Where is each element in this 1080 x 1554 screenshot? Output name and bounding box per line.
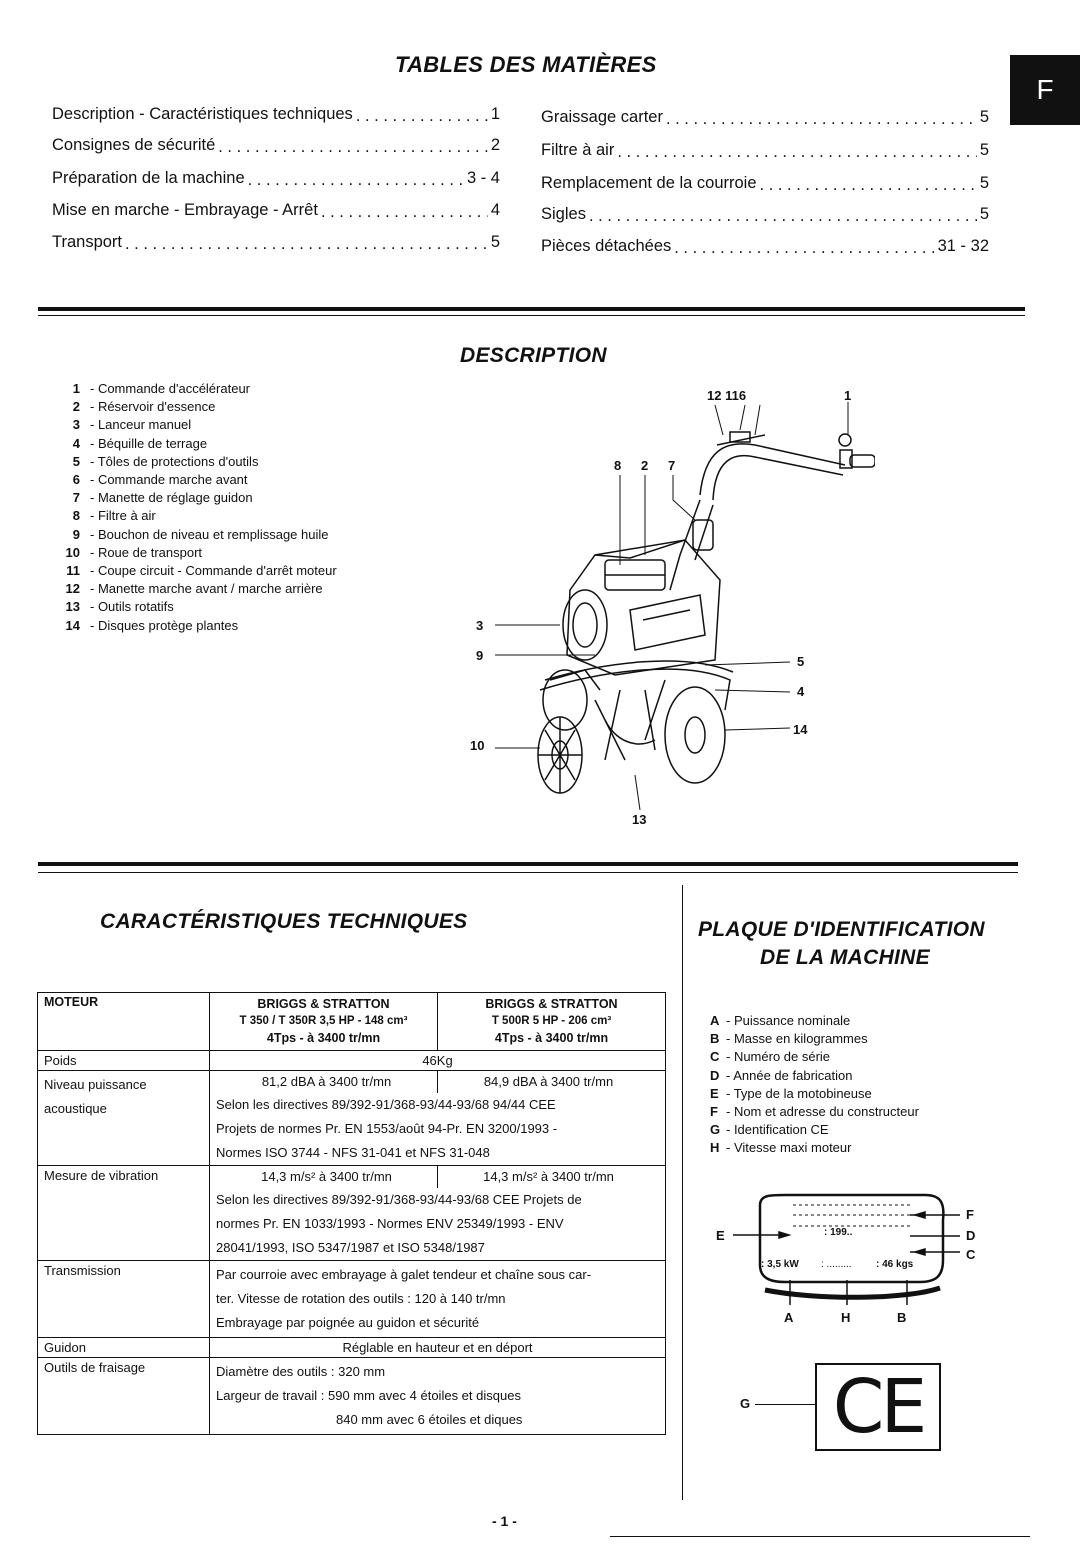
table-cell: 14,3 m/s² à 3400 tr/mn 14,3 m/s² à 3400 tr/mn Selon les directives 89/392-91/368-93/44-93/68 CEE Projets de normes Pr. EN 1033/1993 - Normes ENV 25349/1993 - ENV 28041/1993, ISO 5347/1987 et ISO 5348/1987 xyxy=(210,1166,666,1261)
section-divider-thin xyxy=(38,872,1018,873)
toc-entry-label: Consignes de sécurité xyxy=(52,136,216,154)
ce-mark-icon: CE xyxy=(815,1363,941,1451)
list-item: 14 - Disques protège plantes xyxy=(65,617,239,633)
plate-label-c: C xyxy=(966,1247,976,1262)
list-item: F - Nom et adresse du constructeur xyxy=(710,1104,919,1120)
list-item: 12 - Manette marche avant / marche arrière xyxy=(65,581,323,597)
toc-entry-page: 5 xyxy=(979,205,989,223)
table-cell: Niveau puissance acoustique xyxy=(38,1071,210,1166)
plaque-title-2: DE LA MACHINE xyxy=(760,946,930,969)
toc-entry-label: Transport xyxy=(52,233,122,251)
section-divider xyxy=(38,307,1025,311)
figure-label: 10 xyxy=(470,738,485,753)
list-item: 11 - Coupe circuit - Commande d'arrêt moteur xyxy=(66,563,337,579)
toc-entry[interactable] xyxy=(541,202,989,224)
plate-label-d: D xyxy=(966,1228,976,1243)
list-item: B - Masse en kilogrammes xyxy=(710,1031,868,1047)
figure-label: 1 xyxy=(844,388,852,403)
plaque-title: PLAQUE D'IDENTIFICATION xyxy=(698,918,985,941)
toc-entry-page: 5 xyxy=(490,233,500,251)
toc-entry-page: 5 xyxy=(979,141,989,159)
footer-rule xyxy=(610,1536,1030,1537)
plate-label-h: H xyxy=(841,1310,851,1325)
table-cell: BRIGGS & STRATTON T 350 / T 350R 3,5 HP - 148 cm³ 4Tps - à 3400 tr/mn BRIGGS & STRATTON T 500R 5 HP - 206 cm³ 4Tps - à 3400 tr/mn xyxy=(210,993,666,1051)
identification-plate-diagram xyxy=(715,1190,995,1330)
table-cell: Réglable en hauteur et en déport xyxy=(210,1338,666,1358)
toc-entry[interactable] xyxy=(52,133,500,155)
table-cell: Par courroie avec embrayage à galet tendeur et chaîne sous car- ter. Vitesse de rotation des outils : 120 à 140 tr/mn Embrayage par poignée au guidon et sécurité xyxy=(210,1261,666,1338)
toc-entry-label: Description - Caractéristiques techniques xyxy=(52,105,353,123)
language-tab: F xyxy=(1010,55,1080,125)
toc-entry-label: Graissage carter xyxy=(541,108,663,126)
table-cell: MOTEUR xyxy=(38,993,210,1051)
list-item: 10 - Roue de transport xyxy=(65,544,203,560)
list-item: H - Vitesse maxi moteur xyxy=(710,1140,852,1156)
section-divider xyxy=(38,862,1018,866)
tiller-illustration xyxy=(455,380,875,820)
table-row xyxy=(38,993,666,1051)
table-cell: 81,2 dBA à 3400 tr/mn 84,9 dBA à 3400 tr/mn Selon les directives 89/392-91/368-93/44-93/68 94/44 CEE Projets de normes Pr. EN 1553/août 94-Pr. EN 3200/1993 - Normes ISO 3744 - NFS 31-041 et NFS 31-048 xyxy=(210,1071,666,1166)
figure-label: 3 xyxy=(476,618,484,633)
plate-label-b: B xyxy=(897,1310,907,1325)
toc-entry[interactable] xyxy=(541,171,989,193)
list-item: 8 - Filtre à air xyxy=(72,508,156,524)
table-cell: Poids xyxy=(38,1051,210,1071)
figure-label: 14 xyxy=(793,722,808,737)
list-item: 9 - Bouchon de niveau et remplissage huile xyxy=(72,526,329,542)
list-item: 7 - Manette de réglage guidon xyxy=(72,490,253,506)
list-item: 3 - Lanceur manuel xyxy=(72,417,192,433)
toc-entry[interactable] xyxy=(52,230,500,252)
table-row xyxy=(38,1261,666,1338)
toc-entry-label: Préparation de la machine xyxy=(52,169,245,187)
toc-entry[interactable] xyxy=(52,166,500,188)
figure-label: 8 xyxy=(614,458,622,473)
toc-entry[interactable] xyxy=(541,138,989,160)
toc-entry-page: 5 xyxy=(979,174,989,192)
plate-year: : 199.. xyxy=(824,1227,853,1238)
list-item: A - Puissance nominale xyxy=(710,1013,851,1028)
table-row xyxy=(38,1358,666,1435)
toc-entry-page: 1 xyxy=(490,105,500,123)
table-row xyxy=(38,1051,666,1071)
toc-title: TABLES DES MATIÈRES xyxy=(395,52,657,77)
plate-label-e: E xyxy=(716,1228,725,1243)
table-cell: Diamètre des outils : 320 mm Largeur de travail : 590 mm avec 4 étoiles et disques 840 mm avec 6 étoiles et diques xyxy=(210,1358,666,1435)
page-number: - 1 - xyxy=(492,1513,517,1529)
figure-label: 2 xyxy=(641,458,649,473)
toc-entry-label: Mise en marche - Embrayage - Arrêt xyxy=(52,201,318,219)
plate-speed: : ......... xyxy=(821,1259,852,1270)
table-cell: Transmission xyxy=(38,1261,210,1338)
list-item: D - Année de fabrication xyxy=(710,1067,853,1083)
ce-label-g: G xyxy=(740,1396,751,1411)
figure-label: 13 xyxy=(632,812,647,827)
toc-entry-label: Sigles xyxy=(541,205,586,223)
toc-entry[interactable] xyxy=(52,102,500,124)
toc-entry-label: Pièces détachées xyxy=(541,237,672,255)
list-item: 6 - Commande marche avant xyxy=(72,472,248,488)
table-row xyxy=(38,1338,666,1358)
figure-label: 4 xyxy=(797,684,805,699)
figure-label: 12 116 xyxy=(707,388,747,403)
toc-entry-label: Filtre à air xyxy=(541,141,615,159)
toc-entry-page: 31 - 32 xyxy=(937,237,989,255)
plate-power: : 3,5 kW xyxy=(761,1259,799,1270)
table-cell: Guidon xyxy=(38,1338,210,1358)
list-item: E - Type de la motobineuse xyxy=(710,1085,872,1101)
parts-list xyxy=(52,380,337,635)
list-item: G - Identification CE xyxy=(710,1122,829,1138)
figure-label: 9 xyxy=(476,648,484,663)
specs-title: CARACTÉRISTIQUES TECHNIQUES xyxy=(100,910,468,933)
toc-entry-label: Remplacement de la courroie xyxy=(541,174,757,192)
toc-entry-page: 5 xyxy=(979,108,989,126)
figure-label: 7 xyxy=(668,458,676,473)
toc-entry-page: 2 xyxy=(490,136,500,154)
list-item: 1 - Commande d'accélérateur xyxy=(72,381,250,396)
toc-entry[interactable] xyxy=(541,105,989,127)
figure-label: 5 xyxy=(797,654,805,669)
list-item: 4 - Béquille de terrage xyxy=(72,435,208,451)
plate-mass: : 46 kgs xyxy=(876,1259,914,1270)
plate-label-f: F xyxy=(966,1207,974,1222)
list-item: 2 - Réservoir d'essence xyxy=(72,399,216,415)
toc-entry[interactable] xyxy=(541,234,989,256)
plaque-legend xyxy=(710,1012,919,1158)
list-item: C - Numéro de série xyxy=(710,1049,831,1065)
table-row xyxy=(38,1071,666,1166)
table-cell: Mesure de vibration xyxy=(38,1166,210,1261)
section-divider-thin xyxy=(38,315,1025,316)
toc-entry-page: 3 - 4 xyxy=(466,169,500,187)
description-title: DESCRIPTION xyxy=(460,344,607,367)
list-item: 5 - Tôles de protections d'outils xyxy=(72,453,259,469)
table-cell: Outils de fraisage xyxy=(38,1358,210,1435)
table-cell: 46Kg xyxy=(210,1051,666,1071)
toc-entry-page: 4 xyxy=(490,201,500,219)
toc-entry[interactable] xyxy=(52,198,500,220)
list-item: 13 - Outils rotatifs xyxy=(65,599,174,615)
ce-leader-line xyxy=(755,1404,815,1405)
specs-table xyxy=(37,992,666,1435)
column-divider xyxy=(682,885,683,1500)
plate-label-a: A xyxy=(784,1310,794,1325)
table-row xyxy=(38,1166,666,1261)
